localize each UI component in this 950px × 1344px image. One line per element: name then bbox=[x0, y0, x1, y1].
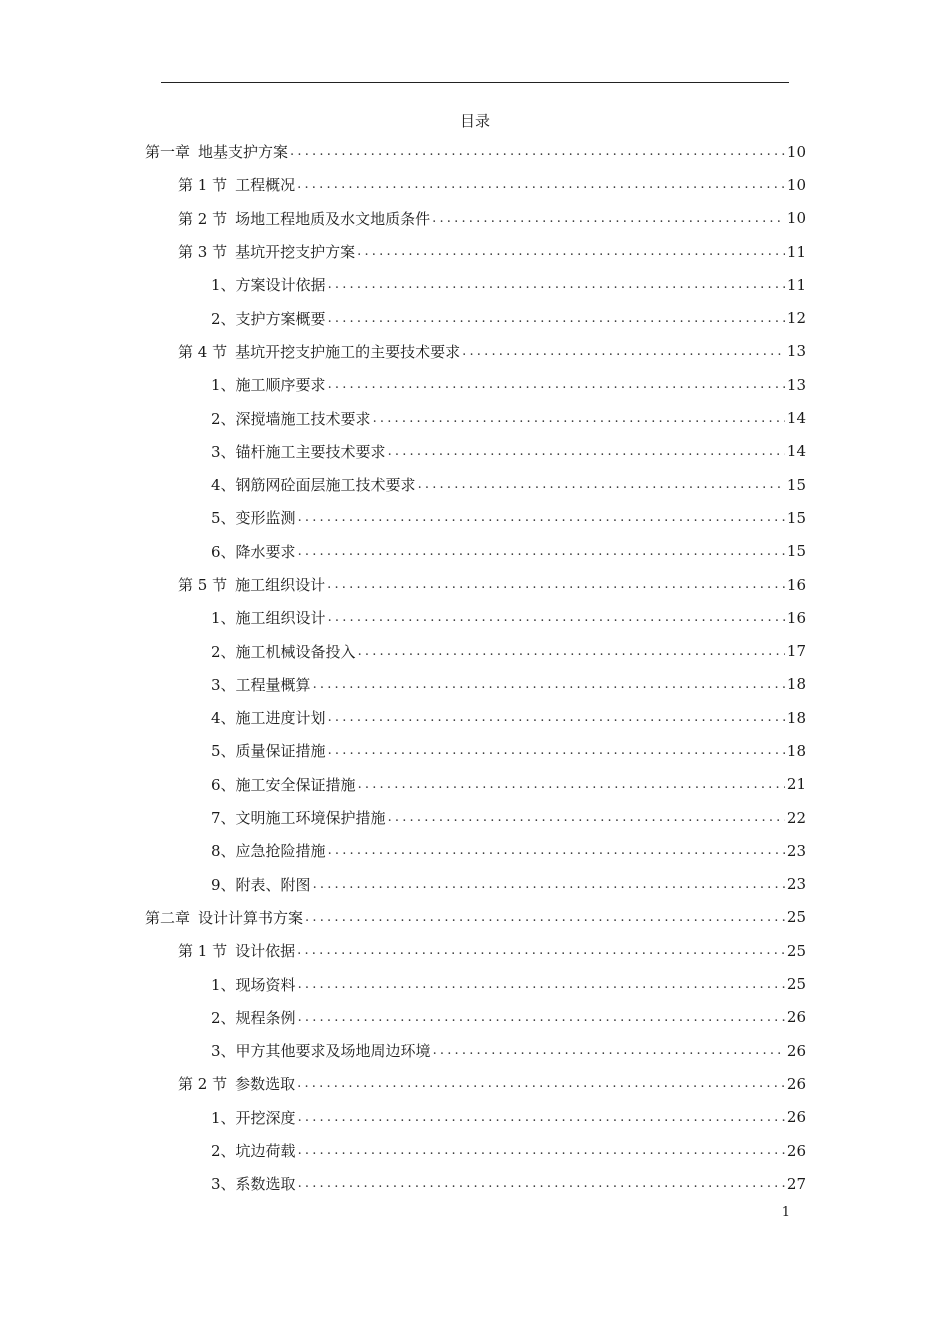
toc-entry-number: 第 5 节 bbox=[178, 576, 228, 594]
toc-leader-dots bbox=[297, 177, 785, 192]
toc-leader-dots bbox=[298, 544, 785, 559]
toc-entry-page: 18 bbox=[786, 741, 806, 760]
toc-entry[interactable] bbox=[145, 435, 806, 468]
toc-entry-number: 3、 bbox=[211, 1042, 236, 1061]
toc-entry-label: 坑边荷载 bbox=[235, 1142, 296, 1161]
toc-entry[interactable] bbox=[145, 1034, 806, 1067]
toc-entry[interactable] bbox=[145, 335, 806, 368]
toc-entry-number: 5、 bbox=[211, 509, 236, 528]
toc-leader-dots bbox=[328, 610, 785, 625]
toc-entry[interactable] bbox=[145, 401, 806, 434]
toc-entry-label: 施工组织设计 bbox=[235, 576, 326, 594]
toc-entry-page: 16 bbox=[786, 575, 806, 594]
toc-entry-label: 施工机械设备投入 bbox=[235, 642, 356, 661]
toc-entry-label: 施工进度计划 bbox=[235, 709, 326, 728]
toc-entry[interactable] bbox=[145, 535, 806, 568]
toc-entry-page: 25 bbox=[786, 941, 806, 960]
toc-leader-dots bbox=[328, 843, 785, 858]
toc-entry-label: 施工安全保证措施 bbox=[235, 775, 356, 794]
toc-entry-number: 1、 bbox=[211, 609, 236, 628]
toc-entry-label: 开挖深度 bbox=[235, 1108, 296, 1127]
toc-entry-label: 工程概况 bbox=[235, 176, 296, 195]
toc-entry[interactable] bbox=[145, 967, 806, 1000]
toc-entry[interactable] bbox=[145, 701, 806, 734]
toc-entry-page: 18 bbox=[786, 708, 806, 727]
toc-entry-number: 1、 bbox=[211, 276, 236, 295]
toc-leader-dots bbox=[298, 977, 785, 992]
toc-entry-number: 1、 bbox=[211, 376, 236, 395]
toc-entry-label: 降水要求 bbox=[235, 542, 296, 561]
toc-entry-number: 第二章 bbox=[145, 908, 191, 927]
toc-leader-dots bbox=[298, 510, 785, 525]
toc-entry-number: 3、 bbox=[211, 1175, 236, 1194]
toc-entry-page: 23 bbox=[786, 875, 806, 894]
toc-leader-dots bbox=[462, 344, 785, 359]
toc-entry-number: 7、 bbox=[211, 809, 236, 828]
toc-entry-page: 16 bbox=[786, 608, 806, 627]
toc-entry-page: 13 bbox=[786, 342, 806, 361]
toc-entry-page: 13 bbox=[786, 375, 806, 394]
toc-entry[interactable] bbox=[145, 1101, 806, 1134]
toc-entry-label: 甲方其他要求及场地周边环境 bbox=[235, 1042, 431, 1061]
toc-entry-number: 第 4 节 bbox=[178, 342, 228, 361]
toc-entry-number: 3、 bbox=[211, 442, 236, 461]
toc-entry-number: 1、 bbox=[211, 1108, 236, 1127]
toc-entry[interactable] bbox=[145, 1067, 806, 1100]
toc-leader-dots bbox=[298, 1176, 785, 1191]
toc-entry-label: 现场资料 bbox=[235, 975, 296, 994]
toc-entry-label: 质量保证措施 bbox=[235, 742, 326, 761]
toc-entry-label: 深搅墙施工技术要求 bbox=[235, 409, 371, 428]
toc-entry-label: 变形监测 bbox=[235, 509, 296, 528]
toc-entry-page: 15 bbox=[786, 542, 806, 561]
toc-entry-page: 10 bbox=[786, 209, 806, 228]
toc-entry-number: 1、 bbox=[211, 975, 236, 994]
toc-leader-dots bbox=[297, 1076, 785, 1091]
toc-entry[interactable] bbox=[145, 135, 806, 168]
toc-entry-label: 锚杆施工主要技术要求 bbox=[235, 442, 386, 461]
toc-entry-label: 施工顺序要求 bbox=[235, 376, 326, 395]
toc-entry-label: 设计依据 bbox=[235, 942, 296, 961]
toc-entry[interactable] bbox=[145, 1001, 806, 1034]
toc-leader-dots bbox=[290, 144, 785, 159]
toc-entry-number: 6、 bbox=[211, 775, 236, 794]
toc-entry-number: 2、 bbox=[211, 309, 236, 328]
toc-entry[interactable] bbox=[145, 568, 806, 601]
table-of-contents bbox=[145, 135, 806, 1201]
toc-entry[interactable] bbox=[145, 834, 806, 867]
toc-leader-dots bbox=[328, 743, 785, 758]
toc-entry-number: 第 1 节 bbox=[178, 176, 228, 195]
toc-entry-number: 第 2 节 bbox=[178, 1075, 228, 1094]
toc-entry[interactable] bbox=[145, 168, 806, 201]
toc-entry-label: 钢筋网砼面层施工技术要求 bbox=[235, 476, 416, 495]
toc-entry-page: 12 bbox=[786, 309, 806, 328]
toc-entry-page: 26 bbox=[786, 1008, 806, 1027]
toc-entry-page: 26 bbox=[786, 1108, 806, 1127]
toc-entry-number: 6、 bbox=[211, 542, 236, 561]
toc-leader-dots bbox=[328, 277, 785, 292]
toc-entry[interactable] bbox=[145, 734, 806, 767]
toc-entry-page: 26 bbox=[786, 1141, 806, 1160]
toc-leader-dots bbox=[433, 1043, 785, 1058]
toc-leader-dots bbox=[328, 311, 785, 326]
toc-entry[interactable] bbox=[145, 368, 806, 401]
toc-leader-dots bbox=[298, 1110, 785, 1125]
page-number: 1 bbox=[781, 1205, 790, 1220]
toc-title: 目录 bbox=[459, 112, 490, 130]
toc-entry-number: 5、 bbox=[211, 742, 236, 761]
toc-entry-number: 2、 bbox=[211, 642, 236, 661]
toc-entry-page: 11 bbox=[786, 242, 806, 261]
toc-entry-number: 第 2 节 bbox=[178, 209, 228, 228]
toc-entry-label: 文明施工环境保护措施 bbox=[235, 809, 386, 828]
toc-entry-number: 8、 bbox=[211, 842, 236, 861]
toc-entry-number: 第 1 节 bbox=[178, 942, 228, 961]
toc-entry[interactable] bbox=[145, 1167, 806, 1200]
toc-leader-dots bbox=[388, 444, 785, 459]
toc-entry[interactable] bbox=[145, 901, 806, 934]
toc-entry-label: 规程条例 bbox=[235, 1008, 296, 1027]
toc-leader-dots bbox=[305, 910, 785, 925]
toc-entry-label: 参数选取 bbox=[235, 1075, 296, 1094]
toc-entry-page: 15 bbox=[786, 475, 806, 494]
toc-entry[interactable] bbox=[145, 768, 806, 801]
toc-leader-dots bbox=[358, 777, 785, 792]
toc-entry-page: 10 bbox=[786, 175, 806, 194]
toc-entry-label: 施工组织设计 bbox=[235, 609, 326, 628]
toc-entry-page: 17 bbox=[786, 642, 806, 661]
toc-entry-page: 27 bbox=[786, 1174, 806, 1193]
toc-entry[interactable] bbox=[145, 268, 806, 301]
toc-entry[interactable] bbox=[145, 668, 806, 701]
header-rule bbox=[161, 82, 789, 83]
toc-leader-dots bbox=[418, 477, 785, 492]
toc-entry-number: 9、 bbox=[211, 875, 236, 894]
toc-entry-label: 场地工程地质及水文地质条件 bbox=[235, 209, 431, 228]
toc-entry-label: 附表、附图 bbox=[235, 875, 311, 894]
toc-entry-page: 22 bbox=[786, 808, 806, 827]
toc-entry[interactable] bbox=[145, 1134, 806, 1167]
toc-leader-dots bbox=[298, 1143, 785, 1158]
toc-leader-dots bbox=[357, 244, 785, 259]
toc-leader-dots bbox=[328, 377, 785, 392]
toc-leader-dots bbox=[313, 877, 785, 892]
toc-leader-dots bbox=[358, 644, 785, 659]
toc-leader-dots bbox=[297, 943, 785, 958]
toc-leader-dots bbox=[373, 411, 785, 426]
toc-entry-page: 15 bbox=[786, 508, 806, 527]
toc-entry[interactable] bbox=[145, 202, 806, 235]
toc-entry[interactable] bbox=[145, 934, 806, 967]
toc-entry[interactable] bbox=[145, 301, 806, 334]
toc-leader-dots bbox=[328, 710, 785, 725]
toc-entry-page: 10 bbox=[786, 142, 806, 161]
toc-entry-page: 26 bbox=[786, 1041, 806, 1060]
toc-entry-label: 地基支护方案 bbox=[198, 143, 289, 162]
toc-entry-page: 21 bbox=[786, 775, 806, 794]
toc-entry-number: 第一章 bbox=[145, 143, 191, 162]
toc-entry-number: 2、 bbox=[211, 1008, 236, 1027]
toc-entry-label: 基坑开挖支护方案 bbox=[235, 243, 356, 262]
toc-entry-number: 第 3 节 bbox=[178, 243, 228, 262]
toc-entry-number: 4、 bbox=[211, 709, 236, 728]
toc-entry-page: 26 bbox=[786, 1074, 806, 1093]
toc-entry[interactable] bbox=[145, 501, 806, 534]
toc-entry-label: 设计计算书方案 bbox=[198, 908, 304, 927]
toc-entry-number: 4、 bbox=[211, 476, 236, 495]
toc-leader-dots bbox=[388, 810, 785, 825]
toc-entry-page: 14 bbox=[786, 442, 806, 461]
toc-entry[interactable] bbox=[145, 468, 806, 501]
toc-entry-label: 支护方案概要 bbox=[235, 309, 326, 328]
toc-entry-label: 应急抢险措施 bbox=[235, 842, 326, 861]
toc-entry-label: 系数选取 bbox=[235, 1175, 296, 1194]
toc-leader-dots bbox=[313, 677, 785, 692]
toc-entry[interactable] bbox=[145, 801, 806, 834]
toc-entry-label: 基坑开挖支护施工的主要技术要求 bbox=[235, 342, 461, 361]
toc-entry-page: 23 bbox=[786, 841, 806, 860]
toc-entry-label: 工程量概算 bbox=[235, 675, 311, 694]
toc-leader-dots bbox=[327, 577, 785, 592]
toc-entry[interactable] bbox=[145, 634, 806, 667]
toc-entry[interactable] bbox=[145, 235, 806, 268]
toc-entry-page: 25 bbox=[786, 975, 806, 994]
toc-leader-dots bbox=[298, 1010, 785, 1025]
toc-entry-label: 方案设计依据 bbox=[235, 276, 326, 295]
toc-entry-page: 11 bbox=[786, 275, 806, 294]
toc-entry-page: 25 bbox=[786, 908, 806, 927]
toc-entry-number: 2、 bbox=[211, 1142, 236, 1161]
toc-entry-number: 2、 bbox=[211, 409, 236, 428]
toc-entry-page: 18 bbox=[786, 675, 806, 694]
toc-entry-page: 14 bbox=[786, 409, 806, 428]
toc-leader-dots bbox=[432, 211, 785, 226]
toc-entry-number: 3、 bbox=[211, 675, 236, 694]
toc-entry[interactable] bbox=[145, 601, 806, 634]
toc-entry[interactable] bbox=[145, 868, 806, 901]
